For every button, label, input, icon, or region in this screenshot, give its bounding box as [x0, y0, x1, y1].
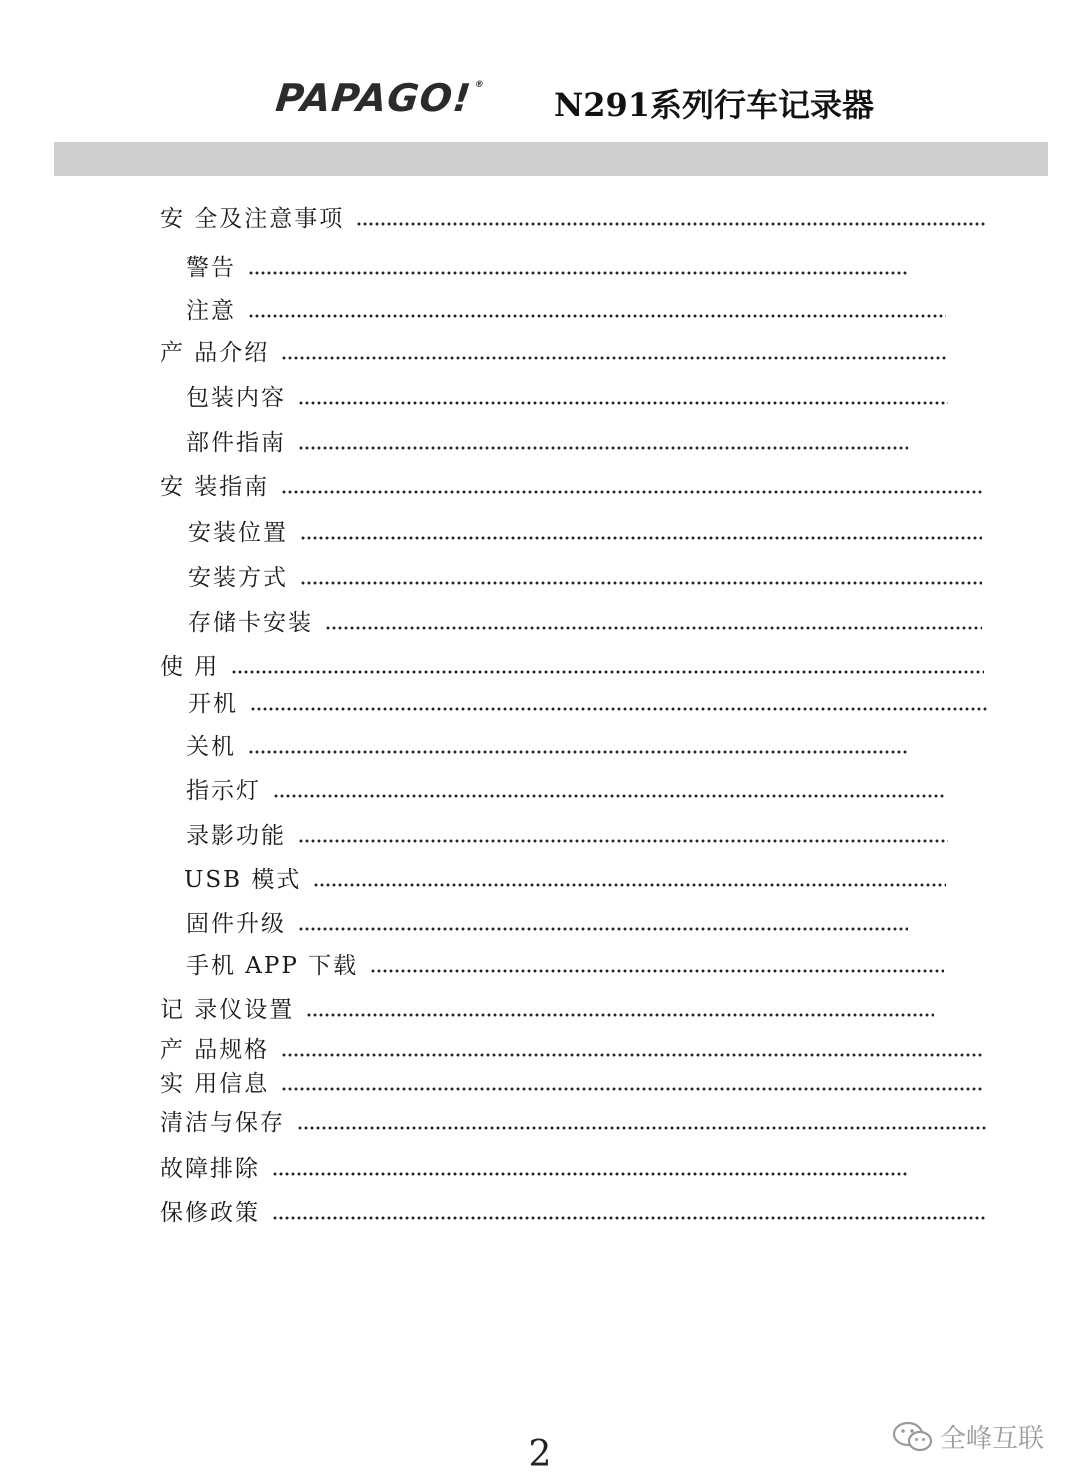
toc-entry-label: 故障排除	[160, 1155, 260, 1182]
toc-entry-label: 记 录仪设置	[160, 996, 295, 1023]
toc-dot-leader	[281, 490, 984, 494]
toc-entry	[160, 1103, 986, 1137]
toc-dot-leader	[273, 794, 946, 798]
toc-entry-label: 存储卡安装	[188, 609, 313, 636]
toc-entry-label: 包装内容	[186, 384, 286, 411]
toc-entry	[184, 860, 946, 894]
toc-entry-label: 注意	[186, 297, 236, 324]
logo-text: PAPAGO!	[273, 76, 474, 120]
toc-entry-label: 保修政策	[160, 1199, 260, 1226]
toc-entry-label: 安装方式	[188, 564, 288, 591]
toc-dot-leader	[306, 1013, 934, 1017]
toc-entry	[160, 1193, 986, 1227]
toc-entry-label: 清洁与保存	[160, 1109, 285, 1136]
toc-entry	[160, 333, 946, 367]
toc-dot-leader	[248, 750, 908, 754]
toc-dot-leader	[281, 1053, 984, 1057]
toc-dot-leader	[300, 581, 982, 585]
toc-entry-label: 安 全及注意事项	[160, 205, 345, 232]
toc-entry	[186, 423, 908, 457]
toc-entry	[186, 727, 908, 761]
registered-mark: ®	[474, 80, 486, 90]
page-number: 2	[528, 1434, 552, 1475]
toc-dot-leader	[313, 883, 946, 887]
toc-entry-label: 部件指南	[186, 429, 286, 456]
toc-entry	[160, 990, 934, 1024]
toc-entry	[186, 248, 908, 282]
toc-entry-label: 安装位置	[188, 519, 288, 546]
document-title: N291系列行车记录器	[554, 86, 875, 124]
toc-entry	[186, 771, 946, 805]
toc-entry	[160, 199, 986, 233]
toc-dot-leader	[298, 446, 908, 450]
toc-entry	[188, 603, 982, 637]
toc-entry	[188, 558, 982, 592]
toc-dot-leader	[298, 401, 948, 405]
toc-dot-leader	[298, 839, 948, 843]
toc-entry	[160, 1030, 984, 1064]
toc-entry	[160, 1064, 984, 1098]
toc-entry	[160, 1149, 908, 1183]
toc-entry	[188, 684, 988, 718]
toc-entry-label: 手机 APP 下载	[186, 952, 359, 979]
toc-dot-leader	[297, 1126, 986, 1130]
toc-entry-label: 固件升级	[186, 910, 286, 937]
toc-dot-leader	[231, 670, 984, 674]
toc-dot-leader	[281, 356, 946, 360]
toc-entry	[188, 513, 982, 547]
toc-entry-label: 产 品介绍	[160, 339, 270, 366]
toc-entry-label: USB 模式	[184, 866, 302, 893]
toc-dot-leader	[248, 314, 946, 318]
toc-dot-leader	[248, 271, 908, 275]
toc-dot-leader	[356, 222, 986, 226]
header-divider-bar	[54, 142, 1048, 176]
toc-entry-label: 实 用信息	[160, 1070, 270, 1097]
toc-entry	[186, 816, 948, 850]
papago-logo	[274, 76, 484, 120]
toc-dot-leader	[298, 927, 908, 931]
page-header	[0, 70, 1080, 130]
toc-entry	[160, 467, 984, 501]
toc-entry	[160, 647, 984, 681]
toc-dot-leader	[300, 536, 982, 540]
toc-dot-leader	[272, 1172, 908, 1176]
toc-entry	[186, 946, 944, 980]
toc-dot-leader	[272, 1216, 986, 1220]
toc-entry-label: 开机	[188, 690, 238, 717]
toc-dot-leader	[325, 626, 982, 630]
toc-entry-label: 产 品规格	[160, 1036, 270, 1063]
toc-entry-label: 警告	[186, 254, 236, 281]
watermark-text: 全峰互联	[940, 1424, 1045, 1454]
toc-entry-label: 使 用	[160, 653, 220, 680]
toc-dot-leader	[370, 969, 944, 973]
toc-dot-leader	[250, 707, 988, 711]
toc-entry-label: 安 装指南	[160, 473, 270, 500]
toc-entry	[186, 904, 908, 938]
toc-entry-label: 指示灯	[186, 777, 261, 804]
toc-dot-leader	[281, 1087, 984, 1091]
toc-entry	[186, 291, 946, 325]
toc-entry-label: 关机	[186, 733, 236, 760]
toc-entry-label: 录影功能	[186, 822, 286, 849]
toc-entry	[186, 378, 948, 412]
